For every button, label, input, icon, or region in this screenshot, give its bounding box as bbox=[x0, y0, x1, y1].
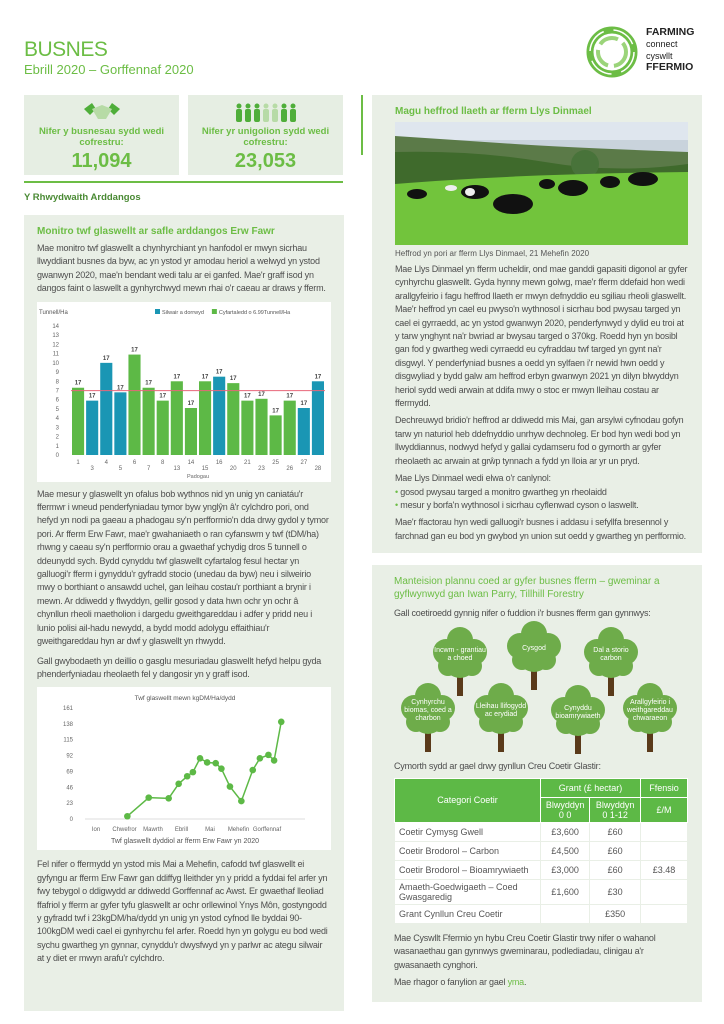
data-point bbox=[145, 795, 152, 802]
y-tick-label: 14 bbox=[52, 323, 59, 330]
logo-text: connect bbox=[646, 39, 678, 49]
farming-connect-logo bbox=[584, 22, 714, 82]
table-cell-category: Coetir Brodorol – Carbon bbox=[395, 841, 541, 860]
photo-caption: Heffrod yn pori ar fferm Llys Dinmael, 21 Mehefin 2020 bbox=[395, 249, 590, 258]
page-title: BUSNES bbox=[24, 38, 108, 61]
more-info bbox=[394, 976, 688, 989]
legend-label: Silwair a dorrwyd bbox=[162, 309, 204, 316]
column-header: £/M bbox=[641, 797, 688, 822]
bar bbox=[241, 400, 253, 454]
x-tick-label: Ebrill bbox=[174, 827, 189, 834]
bar-label: 17 bbox=[131, 347, 138, 354]
table-cell-y1: £60 bbox=[590, 860, 641, 879]
y-tick-label: 46 bbox=[66, 785, 73, 792]
x-tick-label: Gorffennaf bbox=[252, 827, 282, 834]
people-icon bbox=[235, 103, 297, 123]
y-tick-label: 23 bbox=[66, 801, 73, 808]
bar bbox=[227, 383, 239, 455]
heifers-photo bbox=[395, 122, 688, 245]
article-paragraph: Mae Llys Dinmael wedi elwa o'r canlynol: bbox=[395, 473, 551, 484]
x-tick-label: 14 bbox=[187, 459, 195, 466]
data-point bbox=[212, 760, 219, 767]
column-header: Blwyddyn 0 1-12 bbox=[590, 797, 641, 822]
data-point bbox=[257, 755, 264, 762]
x-tick-label: 4 bbox=[104, 459, 108, 466]
y-tick-label: 161 bbox=[62, 706, 73, 713]
x-tick-label: 20 bbox=[229, 465, 237, 472]
y-tick-label: 10 bbox=[52, 360, 59, 367]
bar bbox=[143, 387, 155, 454]
bar bbox=[128, 354, 140, 454]
section-heading: Y Rhwydwaith Arddangos bbox=[24, 192, 141, 203]
table-row bbox=[395, 860, 688, 879]
bar bbox=[298, 408, 310, 455]
series-line bbox=[127, 722, 281, 816]
stat-individuals bbox=[188, 95, 343, 175]
y-tick-label: 0 bbox=[69, 817, 73, 824]
bar-label: 17 bbox=[272, 408, 279, 415]
more-info-text: Mae rhagor o fanylion ar gael bbox=[394, 977, 508, 988]
bar-label: 17 bbox=[201, 373, 209, 380]
line-chart bbox=[37, 687, 331, 850]
line-chart-svg bbox=[37, 687, 331, 850]
bar-label: 17 bbox=[159, 393, 167, 400]
benefit-trees bbox=[388, 624, 698, 760]
bar-label: 17 bbox=[88, 393, 96, 400]
stat-label: Nifer y busnesau sydd wedi cofrestru: bbox=[38, 126, 165, 148]
table-cell-fence bbox=[641, 822, 688, 841]
x-tick-label: 3 bbox=[90, 465, 94, 472]
x-tick-label: 21 bbox=[244, 459, 251, 466]
logo-text: FFERMIO bbox=[646, 61, 694, 73]
data-point bbox=[124, 813, 131, 820]
x-tick-label: 8 bbox=[161, 459, 165, 466]
y-tick-label: 1 bbox=[55, 443, 59, 450]
bar-label: 17 bbox=[187, 400, 195, 407]
stat-value: 23,053 bbox=[234, 150, 297, 172]
article-paragraph: Mae Cyswllt Ffermio yn hybu Creu Coetir Glastir trwy nifer o wahanol wasanaethau gan gynnwys gweminarau, podlediadau, clinigau a'r gwasanaeth cynghori. bbox=[394, 932, 656, 970]
list-item: • gosod pwysau targed a monitro gwartheg yn rheolaidd bbox=[395, 486, 688, 499]
bar bbox=[270, 415, 282, 455]
y-tick-label: 92 bbox=[66, 753, 73, 760]
chart-title: Twf glaswellt mewn kgDM/Ha/dydd bbox=[134, 695, 236, 703]
x-tick-label: 23 bbox=[258, 465, 265, 472]
table-cell-fence bbox=[641, 841, 688, 860]
bar-label: 17 bbox=[229, 375, 237, 382]
data-point bbox=[249, 767, 256, 774]
bar-label: 17 bbox=[286, 393, 294, 400]
table-cell-category: Coetir Brodorol – Bioamrywiaeth bbox=[395, 860, 541, 879]
article-heading: Manteision plannu coed ar gyfer busnes fferm – gweminar a gyflwynwyd gan Iwan Parry, Tillhill Forestry bbox=[394, 576, 660, 600]
data-point bbox=[184, 773, 191, 780]
x-tick-label: 1 bbox=[76, 459, 80, 466]
stat-label: Nifer yr unigolion sydd wedi cofrestru: bbox=[201, 126, 330, 148]
y-axis-label: Tunnell/Ha bbox=[39, 309, 68, 316]
divider bbox=[361, 95, 363, 155]
article-paragraph: Gall gwybodaeth yn deillio o gasglu mesuriadau glaswellt hefyd helpu gyda phenderfyniadau rheolaeth fel y dangosir yn y graff isod. bbox=[37, 655, 322, 679]
heifer-panel bbox=[372, 95, 702, 553]
tree-label: Cynhyrchu biomas, coed a charbon bbox=[404, 699, 452, 723]
benefits-list bbox=[395, 486, 688, 513]
bar bbox=[114, 392, 126, 455]
x-tick-label: 6 bbox=[132, 459, 137, 466]
table-cell-y1: £60 bbox=[590, 822, 641, 841]
benefit-tree bbox=[620, 682, 680, 760]
bar bbox=[312, 381, 324, 455]
bar-label: 17 bbox=[244, 393, 251, 400]
y-tick-label: 9 bbox=[55, 369, 59, 376]
tree-label: Incwm - grantiau a choed bbox=[434, 647, 486, 663]
bar-label: 17 bbox=[145, 380, 152, 387]
article-paragraph: Mae'r ffactorau hyn wedi galluogi'r busnes i addasu i sefyllfa bresennol y farchnad gan eu bod yn gwybod yn union sut oedd y gwartheg yn perfformio. bbox=[395, 517, 686, 541]
bar-label: 17 bbox=[74, 380, 82, 387]
tree-label: Lleihau llifogydd ac erydiad bbox=[475, 703, 527, 719]
table-cell-y1: £60 bbox=[590, 841, 641, 860]
data-point bbox=[218, 766, 225, 773]
table-cell-y0: £4,500 bbox=[541, 841, 590, 860]
y-tick-label: 69 bbox=[66, 769, 73, 776]
bar-label: 17 bbox=[102, 355, 110, 362]
data-point bbox=[175, 781, 182, 788]
y-tick-label: 13 bbox=[52, 332, 59, 339]
article-paragraph: Gall coetiroedd gynnig nifer o fuddion i'r busnes fferm gan gynnwys: bbox=[394, 608, 651, 618]
table-row bbox=[395, 879, 688, 904]
y-tick-label: 8 bbox=[55, 378, 59, 385]
table-row bbox=[395, 904, 688, 923]
x-tick-label: 28 bbox=[314, 465, 322, 472]
legend-swatch bbox=[212, 309, 217, 314]
y-tick-label: 6 bbox=[55, 397, 59, 404]
data-point bbox=[278, 719, 285, 726]
logo-text: FARMING bbox=[646, 26, 695, 38]
table-cell-y0: £3,600 bbox=[541, 822, 590, 841]
x-tick-label: Chwefror bbox=[112, 827, 137, 834]
logo-text: cyswllt bbox=[646, 51, 673, 61]
y-tick-label: 11 bbox=[52, 351, 59, 358]
grant-table bbox=[394, 778, 688, 924]
stat-businesses bbox=[24, 95, 179, 175]
tree-label: Arallgyfeirio i weithgareddau chwaraeon bbox=[627, 699, 673, 723]
benefit-tree bbox=[548, 684, 608, 762]
y-tick-label: 5 bbox=[55, 406, 59, 413]
table-cell-fence bbox=[641, 879, 688, 904]
tree-label: Dal a storio carbon bbox=[593, 647, 629, 663]
table-cell-fence bbox=[641, 904, 688, 923]
column-header: Categori Coetir bbox=[395, 778, 541, 822]
bar bbox=[171, 381, 183, 455]
x-tick-label: Mehefin bbox=[227, 827, 250, 834]
y-tick-label: 7 bbox=[55, 388, 59, 395]
y-tick-label: 12 bbox=[52, 342, 59, 349]
logo-swirl-icon bbox=[584, 24, 640, 80]
tree-label: Cysgod bbox=[522, 645, 546, 653]
y-tick-label: 138 bbox=[62, 722, 73, 729]
data-point bbox=[265, 752, 272, 759]
bar bbox=[284, 400, 296, 454]
table-intro: Cymorth sydd ar gael drwy gynllun Creu Coetir Glastir: bbox=[394, 761, 601, 772]
bar-chart-svg bbox=[37, 302, 331, 482]
x-tick-label: 13 bbox=[173, 465, 181, 472]
article-paragraph: Mae Llys Dinmael yn fferm ucheldir, ond mae ganddi gapasiti digonol ar gyfer cynhyrchu glaswellt. Gyda hynny mewn golwg, mae'r fferm ddefaid hon wedi arallgyfeirio i fagu heffrod llaeth er mwyn defnyddio eu sgiliau rheoli glaswellt. Mae'r heffrod yn cael eu pwyso'n wythnosol i sicrhau bod pwysau targed yn cael ei gyrraedd, ac yn ystod gwanwyn 2020, penderfynwyd y dylid eu troi at y tarw ynghynt na'r bwriad ar bwysau targed o 370kg. Roedd hyn yn bosibl gan fod y gwartheg wedi cyrraedd eu cyfraddau twf targed yn gynt na'r disgwyl. Y penderfyniad busnes a oedd yn sylfaen i'r newid hwn oedd y disgwyliad y bydd galw am heffrod erbyn gwanwyn 2021 yn dilyn blwyddyn heriol sydd wedi arwain at ddifa mwy o stoc er mwyn lleihau costau ar ffermydd. bbox=[395, 264, 688, 409]
column-header: Grant (£ hectar) bbox=[541, 778, 641, 797]
x-tick-label: 25 bbox=[272, 459, 279, 466]
data-point bbox=[197, 755, 204, 762]
benefit-tree bbox=[398, 682, 458, 760]
bar-label: 17 bbox=[314, 373, 322, 380]
x-axis-label: Padogau bbox=[186, 473, 210, 480]
handshake-icon bbox=[82, 101, 122, 125]
page-subtitle: Ebrill 2020 – Gorffennaf 2020 bbox=[24, 62, 194, 77]
table-cell-category: Amaeth-Goedwigaeth – Coed Gwasgaredig bbox=[395, 879, 541, 904]
table-cell-y0: £3,000 bbox=[541, 860, 590, 879]
bar bbox=[157, 400, 169, 454]
bar-label: 17 bbox=[258, 391, 265, 398]
bar-label: 17 bbox=[173, 373, 181, 380]
data-point bbox=[238, 798, 245, 805]
bar bbox=[185, 408, 197, 455]
bar bbox=[72, 387, 84, 454]
table-row bbox=[395, 822, 688, 841]
x-tick-label: Ion bbox=[91, 827, 101, 834]
x-tick-label: 26 bbox=[286, 465, 294, 472]
bar-label: 17 bbox=[117, 384, 124, 391]
table-cell-category: Coetir Cymysg Gwell bbox=[395, 822, 541, 841]
table-cell-y1: £30 bbox=[590, 879, 641, 904]
data-point bbox=[204, 759, 211, 766]
demo-site-panel bbox=[24, 215, 344, 1011]
bar bbox=[100, 362, 112, 454]
article-heading: Monitro twf glaswellt ar safle arddangos Erw Fawr bbox=[37, 226, 275, 237]
bar-chart bbox=[37, 302, 331, 482]
column-header: Ffensio bbox=[641, 778, 688, 797]
table-cell-y0 bbox=[541, 904, 590, 923]
data-point bbox=[271, 757, 278, 764]
list-item: • mesur y borfa'n wythnosol i sicrhau cyflenwad cyson o laswellt. bbox=[395, 499, 688, 512]
y-tick-label: 115 bbox=[63, 738, 73, 745]
data-point bbox=[165, 795, 172, 802]
legend-swatch bbox=[155, 309, 160, 314]
x-tick-label: 16 bbox=[215, 459, 223, 466]
article-heading: Magu heffrod llaeth ar fferm Llys Dinmael bbox=[395, 106, 592, 117]
tree-label: Cynyddu bioamrywiaeth bbox=[555, 705, 601, 721]
y-tick-label: 3 bbox=[55, 424, 59, 431]
article-paragraph: Dechreuwyd bridio'r heffrod ar ddiwedd mis Mai, gan arsylwi cyfnodau gofyn tarw yn naturiol heb ddefnyddio unrhyw dechnoleg. Er bod hyn wedi bod yn llwyddiannus, nodwyd hefyd y gallai cydamseru fod o gymorth ar gyfer rheolaeth ac arwain at grŵp tynnach a fydd yn lloia ar yr un pryd. bbox=[395, 415, 684, 466]
more-info-link[interactable]: yma bbox=[507, 977, 524, 988]
y-tick-label: 0 bbox=[55, 452, 59, 459]
table-cell-category: Grant Cynllun Creu Coetir bbox=[395, 904, 541, 923]
data-point bbox=[227, 784, 234, 791]
y-tick-label: 4 bbox=[55, 415, 59, 422]
benefit-tree bbox=[471, 682, 531, 760]
table-cell-y1: £350 bbox=[590, 904, 641, 923]
bar-label: 17 bbox=[215, 369, 223, 376]
article-paragraph: Mae monitro twf glaswellt a chynhyrchiant yn hanfodol er mwyn sicrhau llwyddiant busnes da byw, ac yn ystod yr amodau heriol a welwyd yn ystod gwanwyn 2020, mae'n bendant wedi talu ar ei ganfed. Mae'r graff isod yn dangos faint o laswellt a gynhyrchwyd mewn rhai o'r caeau ar draws y fferm. bbox=[37, 243, 326, 294]
x-tick-label: 27 bbox=[300, 459, 308, 466]
bar bbox=[86, 400, 98, 454]
table-cell-y0: £1,600 bbox=[541, 879, 590, 904]
data-point bbox=[190, 769, 197, 776]
x-tick-label: Mawrth bbox=[143, 827, 163, 834]
bar-label: 17 bbox=[300, 400, 308, 407]
table-cell-fence: £3.48 bbox=[641, 860, 688, 879]
bar bbox=[213, 376, 225, 454]
chart-caption: Twf glaswellt dyddiol ar fferm Erw Fawr yn 2020 bbox=[110, 838, 260, 846]
table-row bbox=[395, 841, 688, 860]
forestry-panel bbox=[372, 565, 702, 1002]
x-tick-label: 7 bbox=[146, 465, 151, 472]
more-info-text: . bbox=[523, 977, 527, 988]
x-tick-label: Mai bbox=[205, 827, 215, 834]
legend-label: Cyfartaledd o 6.99Tunnell/Ha bbox=[218, 309, 291, 316]
y-tick-label: 2 bbox=[55, 434, 59, 441]
column-header: Blwyddyn 0 0 bbox=[541, 797, 590, 822]
article-paragraph: Mae mesur y glaswellt yn ofalus bob wythnos nid yn unig yn caniatáu'r ffermwr i wneud penderfyniadau tymor byw ynglŷn â'r cylchdro pori, ond hefyd yn nodi pa gaeau a phadogau sy'n perfformio'n dda drwy gydol y tymor pori. Ar fferm Erw Fawr, mae'r gwahaniaeth o ran cyfanswm y twf (tDM/ha) rhwng y caeau sy'n perfformio orau a gwaethaf ychydig dros 5 tunnell o ddeunydd sych. Bydd cynyddu twf glaswellt cyfartalog fesul hectar yn galluogi'r fferm i gynyddu'r gyfradd stocio (unedau da byw) neu i silweirio mwy o borthiant o ansawdd uchel, gan leihau costau'r porthiant a brynir i mewn. Ar ddiwedd y flwyddyn, gellir gosod y data hwn ochr yn ochr â chynllun rheoli maetholion i dargedu gweithgareddau i adfer y pridd neu i lunio polisi ail-hadu newydd, a bydd modd adolygu effaithiau'r gweithgareddau hyn ar dwf y glaswellt yn rhwydd. bbox=[37, 488, 329, 647]
bar bbox=[255, 398, 267, 454]
stat-value: 11,094 bbox=[71, 150, 132, 172]
divider bbox=[24, 181, 343, 183]
bar bbox=[199, 381, 211, 455]
article-paragraph: Fel nifer o ffermydd yn ystod mis Mai a Mehefin, cafodd twf glaswellt ei gyfyngu ar fferm Erw Fawr gan ddiffyg lleithder yn y pridd a fyddai fel arfer yn fwy tebygol o ddigwydd ar ddiwedd Gorffennaf ac Awst. Er gwaethaf lleoliad ffafriol y fferm ar gyfer tyfu glaswellt ar ochr orllewinol Ynys Môn, gostyngodd y gyfradd twf i 23kgDM/ha/dydd yn unig yn ystod cyfnod lle byddai 90-100kgDM wedi cael ei gynhyrchu fel arfer. Roedd hyn yn golygu eu bod wedi sychu gwartheg yn gynnar, cynyddu'r dwysfwyd yn y parlwr ac ategu silwair at y diet er mwyn arafu'r cylchdro. bbox=[37, 859, 328, 964]
x-tick-label: 15 bbox=[201, 465, 209, 472]
x-tick-label: 5 bbox=[118, 465, 123, 472]
